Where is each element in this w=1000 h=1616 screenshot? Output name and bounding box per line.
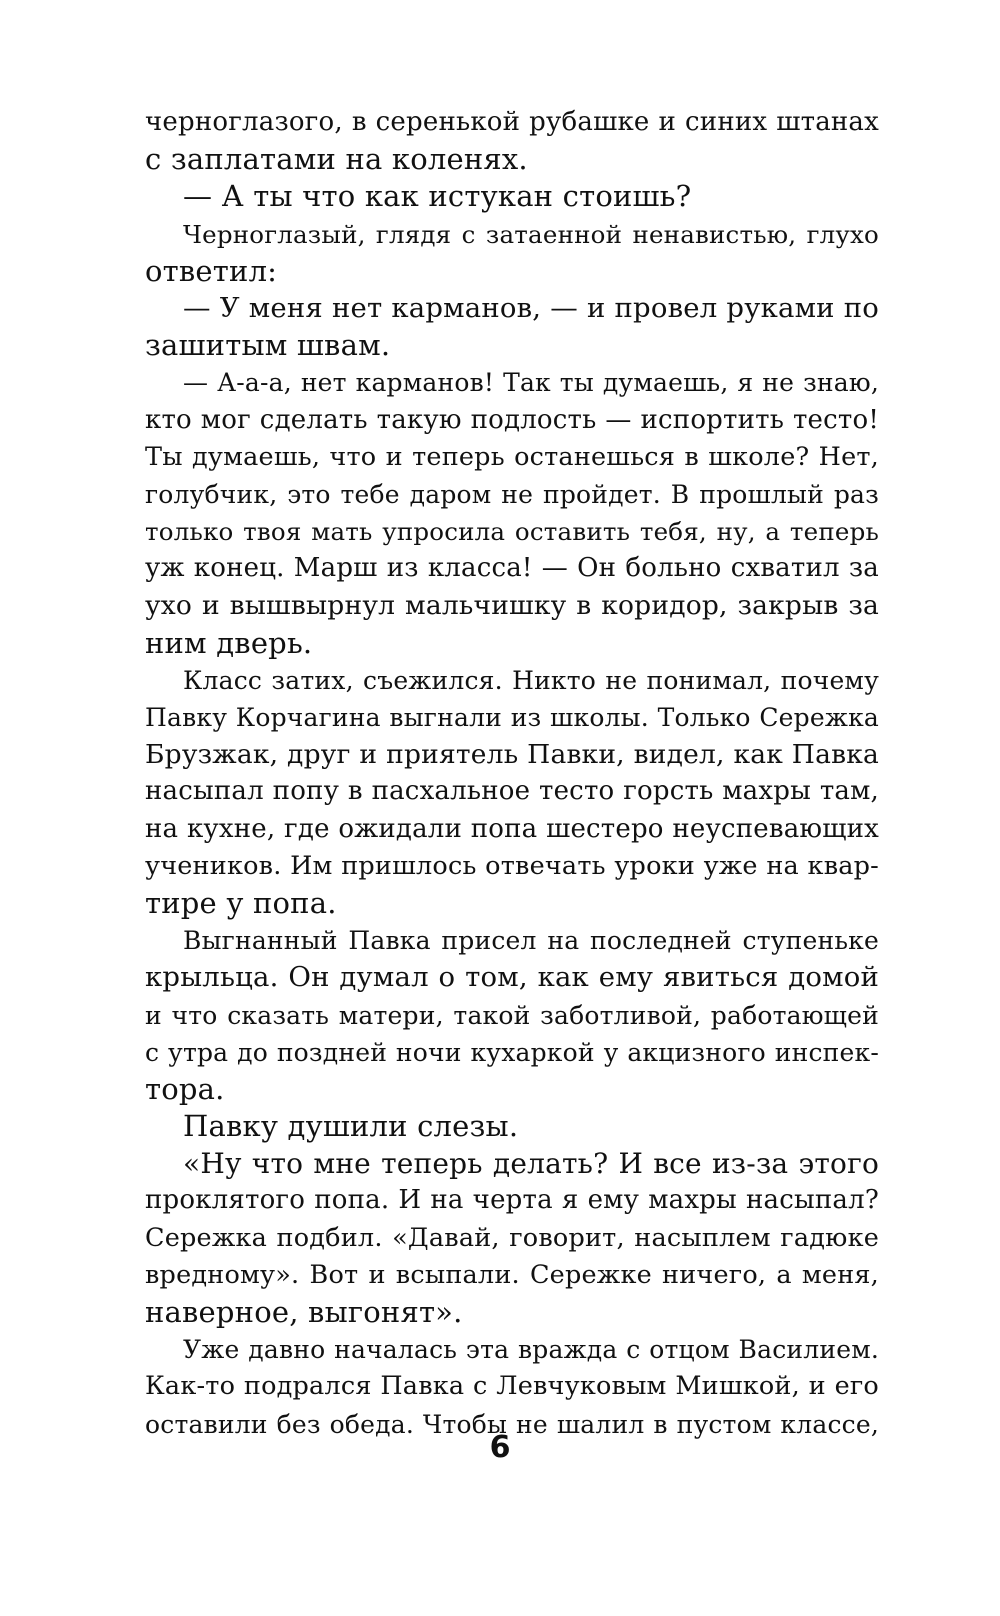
text-line: зашитым швам.: [145, 328, 391, 363]
text-line: Выгнанный Павка присел на последней ступеньке: [183, 926, 879, 956]
text-line: Черноглазый, глядя с затаенной ненавистью, глухо: [183, 219, 879, 249]
text-line: Павку Корчагина выгнали из школы. Только Сережка: [145, 703, 879, 732]
text-line: «Ну что мне теперь делать? И все из-за этого: [183, 1147, 879, 1181]
text-line: Как-то подрался Павка с Левчуковым Мишкой, и его: [145, 1371, 879, 1402]
text-line: и что сказать матери, такой заботливой, работающей: [145, 1000, 879, 1030]
text-line: ним дверь.: [145, 625, 313, 660]
text-line: только твоя мать упросила оставить тебя, ну, а теперь: [145, 517, 879, 547]
text-line: Брузжак, друг и приятель Павки, видел, как Павка: [145, 739, 879, 771]
text-line: крыльца. Он думал о том, как ему явиться домой: [145, 961, 879, 994]
text-line: с заплатами на коленях.: [145, 142, 528, 177]
body-text: [145, 104, 879, 1443]
text-line: Уже давно началась эта вражда с отцом Василием.: [183, 1335, 879, 1365]
text-line: наверное, выгонят».: [145, 1295, 463, 1329]
text-line: тире у попа.: [145, 885, 337, 920]
text-line: голубчик, это тебе даром не пройдет. В прошлый раз: [145, 479, 879, 509]
text-line: уж конец. Марш из класса! — Он больно схватил за: [145, 553, 879, 584]
text-line: учеников. Им пришлось отвечать уроки уже на квар-: [145, 850, 879, 881]
text-line: черноглазого, в серенькой рубашке и синих штанах: [145, 107, 879, 137]
text-line: насыпал попу в пасхальное тесто горсть махры там,: [145, 776, 879, 807]
text-line: оставили без обеда. Чтобы не шалил в пустом классе,: [145, 1409, 879, 1439]
text-line: Класс затих, съежился. Никто не понимал, почему: [183, 665, 879, 695]
text-line: Ты думаешь, что и теперь останешься в школе? Нет,: [145, 441, 879, 472]
text-line: — А ты что как истукан стоишь?: [183, 179, 692, 214]
text-line: кто мог сделать такую подлость — испортить тесто!: [145, 404, 879, 435]
text-line: ответил:: [145, 253, 278, 288]
page-number: 6: [489, 1430, 511, 1465]
text-line: на кухне, где ожидали попа шестеро неуспевающих: [145, 813, 879, 844]
text-line: Сережка подбил. «Давай, говорит, насыплем гадюке: [145, 1222, 879, 1253]
text-line: с утра до поздней ночи кухаркой у акцизного инспек-: [145, 1037, 879, 1067]
text-line: вредному». Вот и всыпали. Сережке ничего, а меня,: [145, 1259, 879, 1290]
text-line: тора.: [145, 1071, 225, 1106]
text-line: — У меня нет карманов, — и провел руками по: [183, 291, 879, 324]
text-line: ухо и вышвырнул мальчишку в коридор, закрыв за: [145, 590, 879, 622]
text-line: Павку душили слезы.: [183, 1109, 519, 1144]
text-line: — А-а-а, нет карманов! Так ты думаешь, я не знаю,: [183, 368, 879, 398]
text-line: проклятого попа. И на черта я ему махры насыпал?: [145, 1185, 879, 1216]
